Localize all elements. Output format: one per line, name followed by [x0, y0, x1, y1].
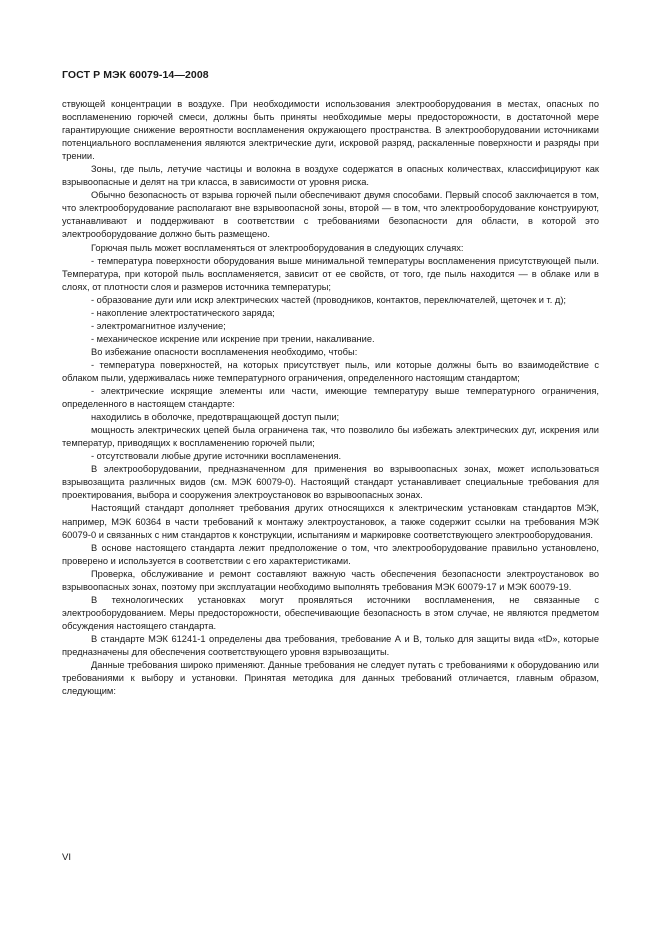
paragraph: - температура поверхностей, на которых присутствует пыль, или которые должны быть во взаимодействие с облаком пыли, удерживалась ниже температурного ограничения, определенного настоящим стандартом;	[62, 359, 599, 383]
paragraph: Во избежание опасности воспламенения необходимо, чтобы:	[91, 346, 358, 357]
paragraph: Данные требования широко применяют. Данные требования не следует путать с требованиями к оборудованию или требованиями к выбору и установки. Принятая методика для данных требований отличается, главным образом, следующим:	[62, 660, 599, 697]
paragraph: Проверка, обслуживание и ремонт составляют важную часть обеспечения безопасности электроустановок во взрывоопасных зонах, поэтому при эксплуатации необходимо выполнять требования МЭК 60079-17 и МЭК 60079-19.	[62, 568, 599, 592]
paragraph: мощность электрических цепей была ограничена так, что позволило бы избежать электрических дуг, искрения или температур, приводящих к воспламенению горючей пыли;	[62, 425, 599, 449]
paragraph: - электромагнитное излучение;	[91, 320, 226, 331]
paragraph: В основе настоящего стандарта лежит предположение о том, что электрооборудование правильно установлено, проверено и используется в соответствии с его характеристиками.	[62, 542, 599, 566]
document-header: ГОСТ Р МЭК 60079-14—2008	[62, 69, 209, 81]
paragraph: находились в оболочке, предотвращающей доступ пыли;	[91, 412, 340, 423]
paragraph: Настоящий стандарт дополняет требования других относящихся к электрическим установкам стандартов МЭК, например, МЭК 60364 в части требований к монтажу электроустановок, а также содержит ссылки на требования МЭК 60079-0 и связанных с ним стандартов к конструкции, испытаниям и маркировке соответствующего электрооборудования.	[62, 503, 599, 540]
paragraph: В технологических установках могут проявляться источники воспламенения, не связанные с электрооборудованием. Меры предосторожности, обеспечивающие безопасность в этом случае, не являются предметом обсуждения настоящего стандарта.	[62, 594, 599, 631]
paragraph: - отсутствовали любые другие источники воспламенения.	[91, 451, 342, 462]
page-number: VI	[62, 852, 72, 863]
paragraph: - температура поверхности оборудования выше минимальной температуры воспламенения присутствующей пыли. Температура, при которой пыль воспламеняется, зависит от ее свойств, от того, где пыль находится — в облаке или в слоях, от плотности слоя и размеров источника температуры;	[62, 255, 599, 292]
paragraph: - образование дуги или искр электрических частей (проводников, контактов, переключателей, щеточек и т. д);	[91, 294, 566, 305]
paragraph: ствующей концентрации в воздухе. При необходимости использования электрооборудования в местах, опасных по воспламенению горючей смеси, должны быть приняты необходимые меры предосторожности, в достаточной мере гарантирующие снижение вероятности воспламенения окружающего пространства. В электрооборудовании источниками потенциального воспламенения являются электрические дуги, искровой разряд, раскаленные поверхности и разряды при трении.	[62, 99, 599, 162]
document-body	[62, 98, 599, 698]
paragraph: В электрооборудовании, предназначенном для применения во взрывоопасных зонах, может использоваться взрывозащита различных видов (см. МЭК 60079-0). Настоящий стандарт устанавливает специальные требования для проектирования, выбора и сооружения электроустановок во взрывоопасных зонах.	[62, 464, 599, 501]
paragraph: Горючая пыль может воспламеняться от электрооборудования в следующих случаях:	[91, 242, 464, 253]
paragraph: В стандарте МЭК 61241-1 определены два требования, требование А и В, только для защиты вида «tD», которые предназначены для обеспечения соответствующего уровня взрывозащиты.	[62, 633, 599, 657]
paragraph: - электрические искрящие элементы или части, имеющие температуру выше температурного ограничения, определенного в настоящем стандарте:	[62, 386, 599, 410]
paragraph: Зоны, где пыль, летучие частицы и волокна в воздухе содержатся в опасных количествах, классифицируют как взрывоопасные и делят на три класса, в зависимости от уровня риска.	[62, 164, 599, 188]
paragraph: - механическое искрение или искрение при трении, накаливание.	[91, 333, 375, 344]
paragraph: Обычно безопасность от взрыва горючей пыли обеспечивают двумя способами. Первый способ заключается в том, что электрооборудование располагают вне взрывоопасной зоны, второй — в том, что электрооборудование конструируют, устанавливают и поддерживают в соответствии с требованиями безопасности для области, в которой это электрооборудование должно быть размещено.	[62, 190, 599, 240]
paragraph: - накопление электростатического заряда;	[91, 307, 275, 318]
